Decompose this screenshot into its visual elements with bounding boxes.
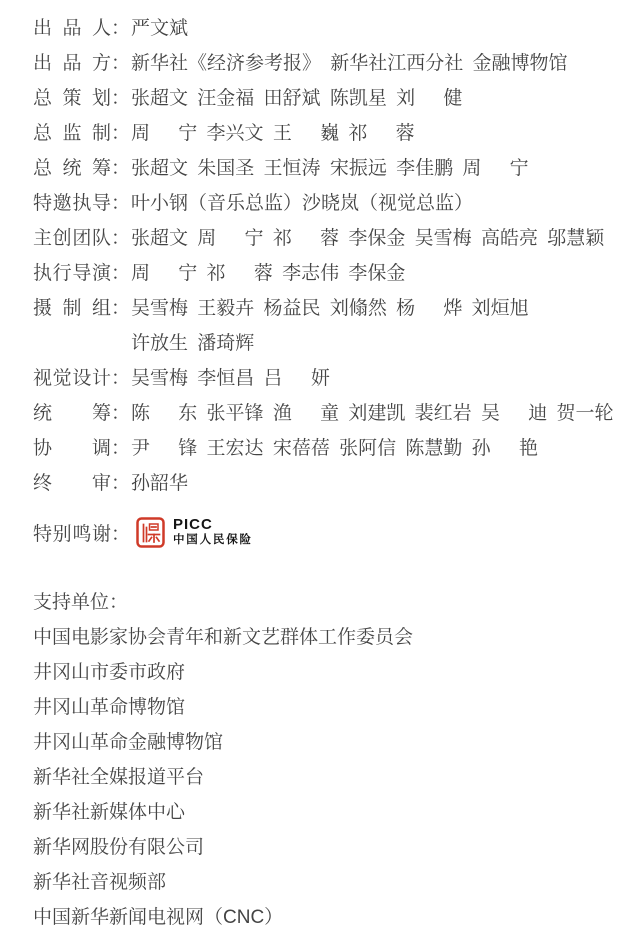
credit-role-label: 摄制组: [33, 298, 111, 319]
credit-role-colon: ：: [111, 53, 131, 74]
supporter-item: 新华网股份有限公司: [33, 837, 205, 858]
credit-names: 周 宁 祁 蓉 李志伟 李保金: [131, 263, 406, 284]
credit-names: 孙韶华: [131, 473, 189, 494]
credit-names: 吴雪梅 李恒昌 吕 妍: [131, 368, 330, 389]
credit-names: 许放生 潘琦辉: [131, 333, 255, 354]
supporter-item: 中国新华新闻电视网（CNC）: [33, 907, 284, 928]
special-thanks-colon: ：: [111, 523, 131, 545]
credit-names: 张超文 汪金福 田舒斌 陈凯星 刘 健: [131, 88, 463, 109]
credit-row: [33, 116, 640, 151]
credit-names: 严文斌: [131, 18, 189, 39]
credit-row: [33, 326, 640, 361]
credit-role-colon: ：: [111, 368, 131, 389]
credit-role-colon: ：: [111, 228, 131, 249]
supporter-item: 中国电影家协会青年和新文艺群体工作委员会: [33, 627, 414, 648]
picc-logo: [136, 517, 253, 548]
supporter-item: 新华社音视频部: [33, 872, 167, 893]
credit-role-colon: ：: [111, 403, 131, 424]
credit-role-label: 主创团队: [33, 228, 111, 249]
credit-row: [33, 291, 640, 326]
credit-row: [33, 221, 640, 256]
supporter-item: 新华社新媒体中心: [33, 802, 186, 823]
picc-wordmark: [173, 517, 253, 547]
supporters-section: [0, 585, 640, 935]
credit-role-colon: ：: [111, 158, 131, 179]
credit-row: [33, 396, 640, 431]
credit-names: 新华社《经济参考报》 新华社江西分社 金融博物馆: [131, 53, 568, 74]
supporter-item: 井冈山革命博物馆: [33, 697, 186, 718]
credit-role-label: 特邀执导: [33, 193, 111, 214]
credit-role-colon: ：: [111, 193, 131, 214]
credit-row: [33, 151, 640, 186]
special-thanks-row: [0, 513, 640, 551]
credit-role-label: 出品人: [33, 18, 111, 39]
supporters-list: [33, 620, 640, 935]
special-thanks-label: 特别鸣谢: [33, 523, 111, 545]
credit-names: 吴雪梅 王毅卉 杨益民 刘翛然 杨 烨 刘烜旭: [131, 298, 529, 319]
credit-role-label: 视觉设计: [33, 368, 111, 389]
credit-row: [33, 466, 640, 501]
supporter-item: 井冈山革命金融博物馆: [33, 732, 224, 753]
credit-names: 陈 东 张平锋 渔 童 刘建凯 裴红岩 吴 迪 贺一轮: [131, 403, 614, 424]
credit-row: [33, 256, 640, 291]
supporters-heading: 支持单位：: [33, 592, 129, 613]
picc-title: PICC: [173, 516, 213, 534]
credit-role-colon: ：: [111, 88, 131, 109]
credit-names: 叶小钢（音乐总监）沙晓岚（视觉总监）: [131, 193, 474, 214]
credit-role-label: 终审: [33, 473, 111, 494]
credit-role-colon: ：: [111, 123, 131, 144]
credit-role-label: 统筹: [33, 403, 111, 424]
credit-row: [33, 361, 640, 396]
picc-seal-icon: [136, 517, 165, 548]
supporter-item: 井冈山市委市政府: [33, 662, 186, 683]
credit-names: 周 宁 李兴文 王 巍 祁 蓉: [131, 123, 415, 144]
credit-role-colon: ：: [111, 473, 131, 494]
credit-role-colon: ：: [111, 18, 131, 39]
picc-subtitle: 中国人民保险: [173, 534, 253, 547]
credit-role-colon: ：: [111, 298, 131, 319]
credit-row: [33, 431, 640, 466]
credit-names: 尹 锋 王宏达 宋蓓蓓 张阿信 陈慧勤 孙 艳: [131, 438, 538, 459]
supporter-item: 新华社全媒报道平台: [33, 767, 205, 788]
credit-names: 张超文 朱国圣 王恒涛 宋振远 李佳鹏 周 宁: [131, 158, 529, 179]
credit-role-colon: ：: [111, 263, 131, 284]
credit-row: [33, 186, 640, 221]
credit-role-label: 总统筹: [33, 158, 111, 179]
credit-names: 张超文 周 宁 祁 蓉 李保金 吴雪梅 高皓亮 邬慧颖: [131, 228, 605, 249]
credit-role-label: 总策划: [33, 88, 111, 109]
credit-role-colon: ：: [111, 438, 131, 459]
credit-role-label: 出品方: [33, 53, 111, 74]
credit-row: [33, 81, 640, 116]
credit-role-label: 执行导演: [33, 263, 111, 284]
credit-role-label: 总监制: [33, 123, 111, 144]
credit-row: [33, 11, 640, 46]
credit-role-label: 协调: [33, 438, 111, 459]
credit-row: [33, 46, 640, 81]
